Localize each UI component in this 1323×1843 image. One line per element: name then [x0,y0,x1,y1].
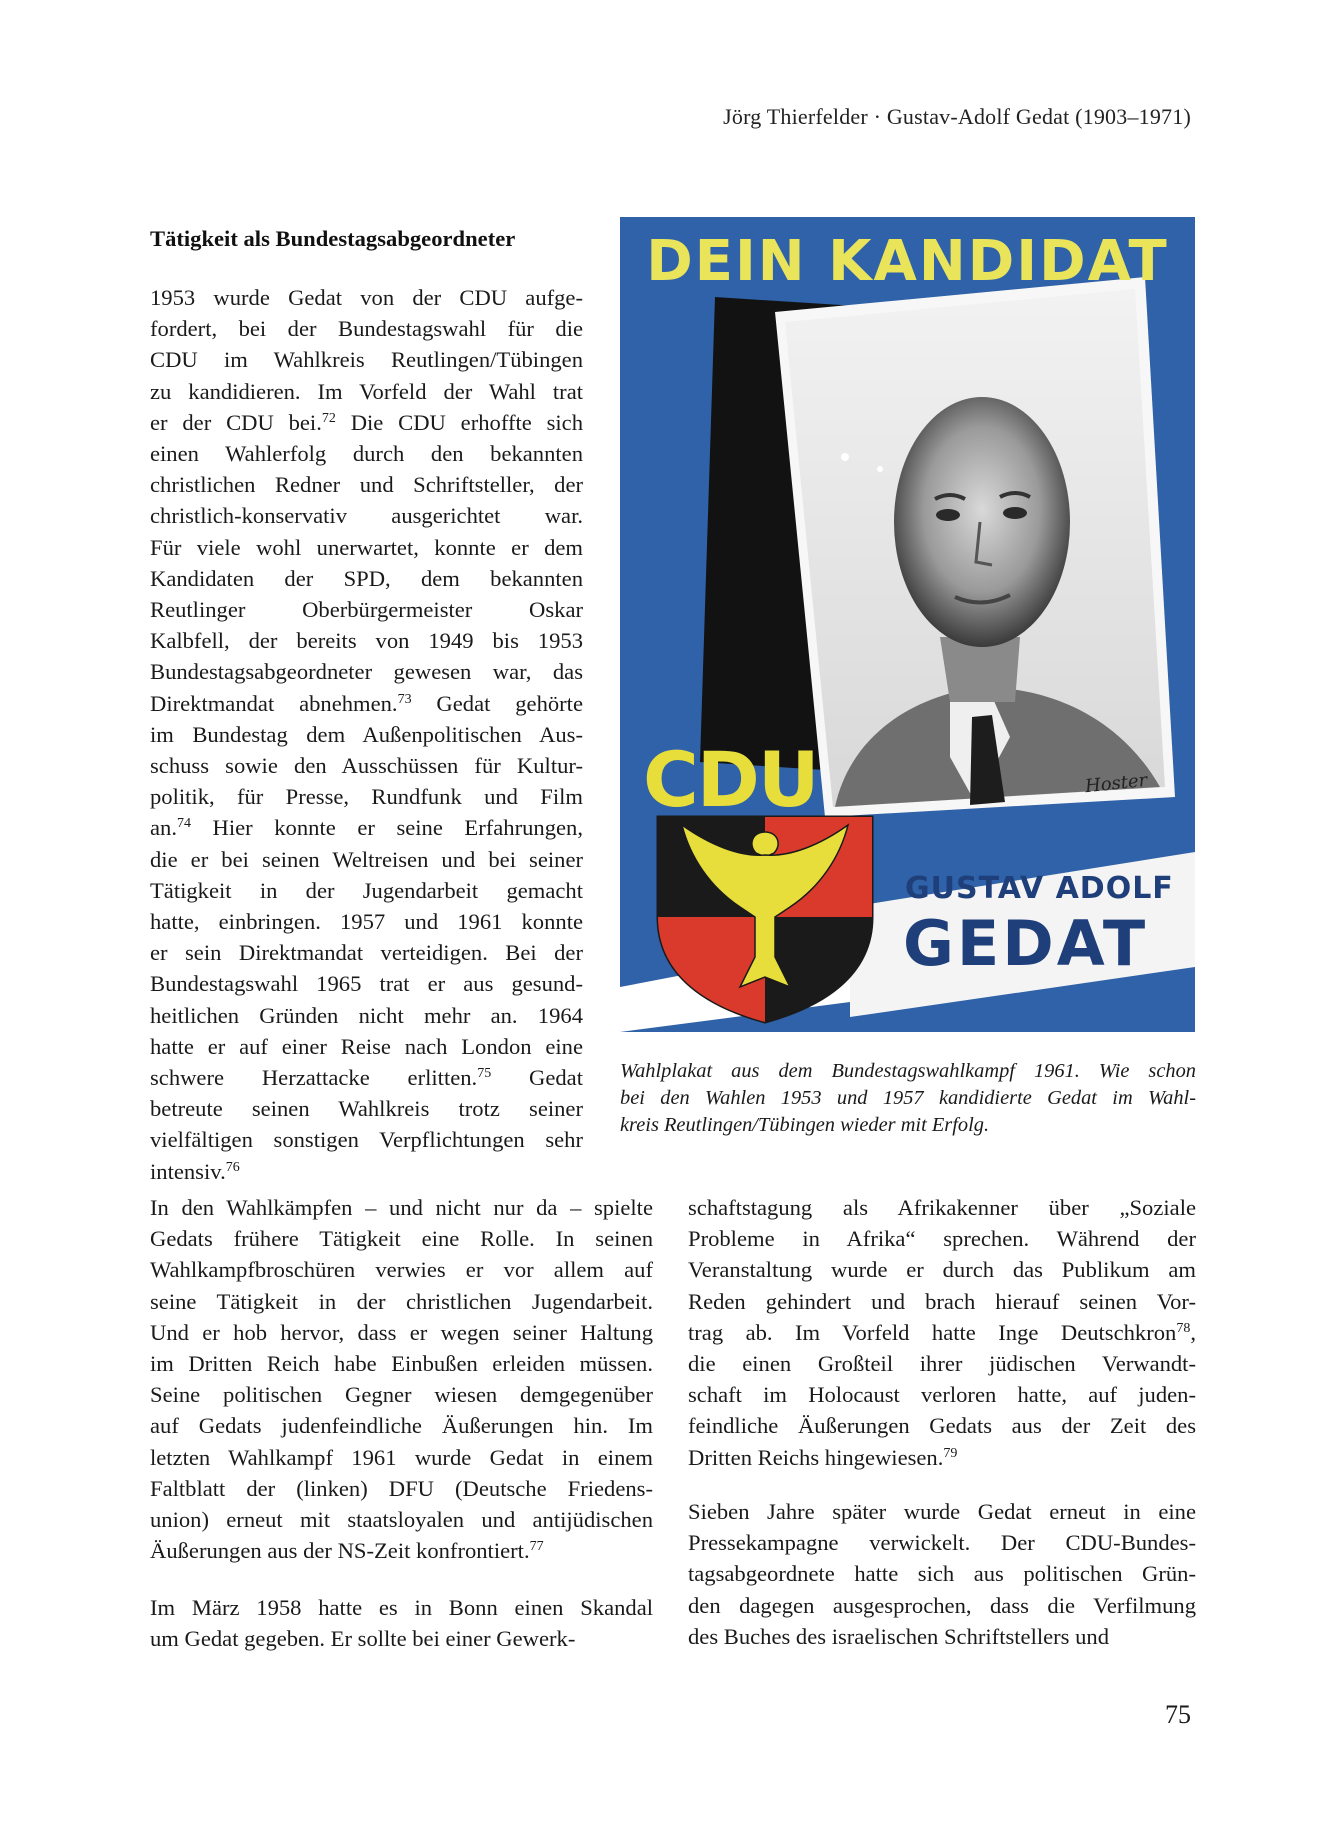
text-line: seine Tätigkeit in der christlichen Jugendarbeit. [150,1288,653,1314]
text-line: trag ab. Im Vorfeld hatte Inge Deutschkron$^{78}$, [688,1319,1196,1345]
text-line: Reden gehindert und brach hierauf seinen Vor- [688,1288,1196,1314]
text-line: um Gedat gegeben. Er sollte bei einer Gewerk- [150,1626,576,1652]
text-line: Sieben Jahre später wurde Gedat erneut in eine [688,1499,1196,1524]
text-line: politik, für Presse, Rundfunk und Film [150,784,583,810]
text-line: feindliche Äußerungen Gedats aus der Zeit des [688,1413,1196,1439]
text-line: Probleme in Afrika“ sprechen. Während der [688,1226,1196,1252]
footnote-ref[interactable]: 72 [321,410,336,426]
text-line: einen Wahlerfolg durch den bekannten [150,441,583,467]
text-line: schuss sowie den Ausschüssen für Kultur- [150,753,583,779]
text-line: Für viele wohl unerwartet, konnte er dem [150,534,583,560]
text-line: den dagegen ausgesprochen, dass die Verfilmung [688,1592,1196,1618]
footnote-ref[interactable]: 79 [943,1445,958,1461]
page-number: 75 [1165,1700,1191,1729]
text-line: Pressekampagne verwickelt. Der CDU-Bundes- [688,1530,1196,1556]
body-text-left-1 [150,1192,653,1566]
poster-title: DEIN KANDIDAT [646,229,1169,294]
text-line: Direktmandat abnehmen.$^{73}$ Gedat gehörte [150,690,583,716]
text-line: zu kandidieren. Im Vorfeld der Wahl trat [150,378,583,404]
text-line: Kandidaten der SPD, dem bekannten [150,565,583,591]
text-line: tagsabgeordnete hatte sich aus politischen Grün- [688,1561,1196,1587]
text-line: Kalbfell, der bereits von 1949 bis 1953 [150,628,583,654]
text-line: christlich-konservativ ausgerichtet war. [150,503,583,529]
text-line: fordert, bei der Bundestagswahl für die [150,316,583,342]
text-line: die einen Großteil ihrer jüdischen Verwandt- [688,1351,1196,1377]
text-line: Gedats frühere Tätigkeit eine Rolle. In seinen [150,1226,653,1252]
text-line: kreis Reutlingen/Tübingen wieder mit Erfolg. [620,1114,990,1136]
text-line: betreute seinen Wahlkreis trotz seiner [150,1096,583,1122]
text-line: Bundestagsabgeordneter gewesen war, das [150,659,583,685]
text-line: Seine politischen Gegner wiesen demgegenüber [150,1382,653,1408]
footnote-ref[interactable]: 75 [477,1066,492,1082]
text-line: CDU im Wahlkreis Reutlingen/Tübingen [150,347,583,373]
footnote-ref[interactable]: 78 [1176,1320,1191,1336]
text-line: Faltblatt der (linken) DFU (Deutsche Friedens- [150,1475,653,1501]
footnote-ref[interactable]: 77 [529,1539,544,1555]
text-line: vielfältigen sonstigen Verpflichtungen sehr [150,1127,583,1153]
text-line: intensiv.$^{76}$ [150,1158,240,1184]
text-line: 1953 wurde Gedat von der CDU aufge- [150,285,583,310]
text-line: Tätigkeit in der Jugendarbeit gemacht [150,877,583,903]
figure-caption [620,1058,1196,1139]
poster-given-names: GUSTAV ADOLF [905,871,1174,906]
text-line: schaftstagung als Afrikakenner über „Soziale [688,1195,1196,1220]
text-line: bei den Wahlen 1953 und 1957 kandidierte Gedat im Wahl- [620,1087,1196,1109]
text-line: die er bei seinen Weltreisen und bei seiner [150,846,583,872]
text-line: Reutlinger Oberbürgermeister Oskar [150,597,583,623]
text-line: auf Gedats judenfeindliche Äußerungen hin. Im [150,1413,653,1439]
poster-artist-signature: Hoster [1084,769,1149,798]
text-line: Veranstaltung wurde er durch das Publikum am [688,1257,1196,1283]
election-poster [620,217,1195,1032]
text-line: er sein Direktmandat verteidigen. Bei der [150,940,583,966]
body-text-top [150,282,583,1187]
text-line: christlichen Redner und Schriftsteller, der [150,472,583,498]
text-line: schaft im Holocaust verloren hatte, auf juden- [688,1382,1196,1408]
text-line: In den Wahlkämpfen – und nicht nur da – spielte [150,1195,653,1220]
text-line: Im März 1958 hatte es in Bonn einen Skandal [150,1595,653,1620]
text-line: Wahlkampfbroschüren verwies er vor allem auf [150,1257,653,1283]
text-line: des Buches des israelischen Schriftstellers und [688,1623,1110,1649]
poster-party-logo: CDU [643,735,818,824]
text-line: Wahlplakat aus dem Bundestagswahlkampf 1961. Wie schon [620,1060,1196,1082]
text-line: Dritten Reichs hingewiesen.$^{79}$ [688,1444,958,1470]
text-line: heitlichen Gründen nicht mehr an. 1964 [150,1002,583,1028]
text-line: Und er hob hervor, dass er wegen seiner Haltung [150,1319,653,1345]
footnote-ref[interactable]: 76 [225,1159,240,1175]
text-line: im Bundestag dem Außenpolitischen Aus- [150,721,583,747]
text-line: union) erneut mit staatsloyalen und antijüdischen [150,1507,653,1533]
text-line: schwere Herzattacke erlitten.$^{75}$ Gedat [150,1065,583,1091]
running-header: Jörg Thierfelder · Gustav-Adolf Gedat (1903–1971) [723,104,1191,129]
text-line: hatte, einbringen. 1957 und 1961 konnte [150,909,583,935]
text-line: an.$^{74}$ Hier konnte er seine Erfahrungen, [150,815,583,841]
text-line: hatte er auf einer Reise nach London eine [150,1033,583,1059]
body-text-right-2 [688,1496,1196,1652]
poster-surname: GEDAT [903,907,1149,980]
body-text-right-1 [688,1192,1196,1473]
text-line: er der CDU bei.$^{72}$ Die CDU erhoffte sich [150,409,583,435]
text-line: Bundestagswahl 1965 trat er aus gesund- [150,971,583,997]
footnote-ref[interactable]: 73 [397,691,412,707]
text-line: Äußerungen aus der NS-Zeit konfrontiert.$^{77}$ [150,1538,544,1564]
text-line: im Dritten Reich habe Einbußen erleiden müssen. [150,1351,653,1377]
section-heading: Tätigkeit als Bundestagsabgeordneter [150,226,516,251]
footnote-ref[interactable]: 74 [176,816,191,832]
body-text-left-2 [150,1592,653,1654]
text-line: letzten Wahlkampf 1961 wurde Gedat in einem [150,1444,653,1470]
